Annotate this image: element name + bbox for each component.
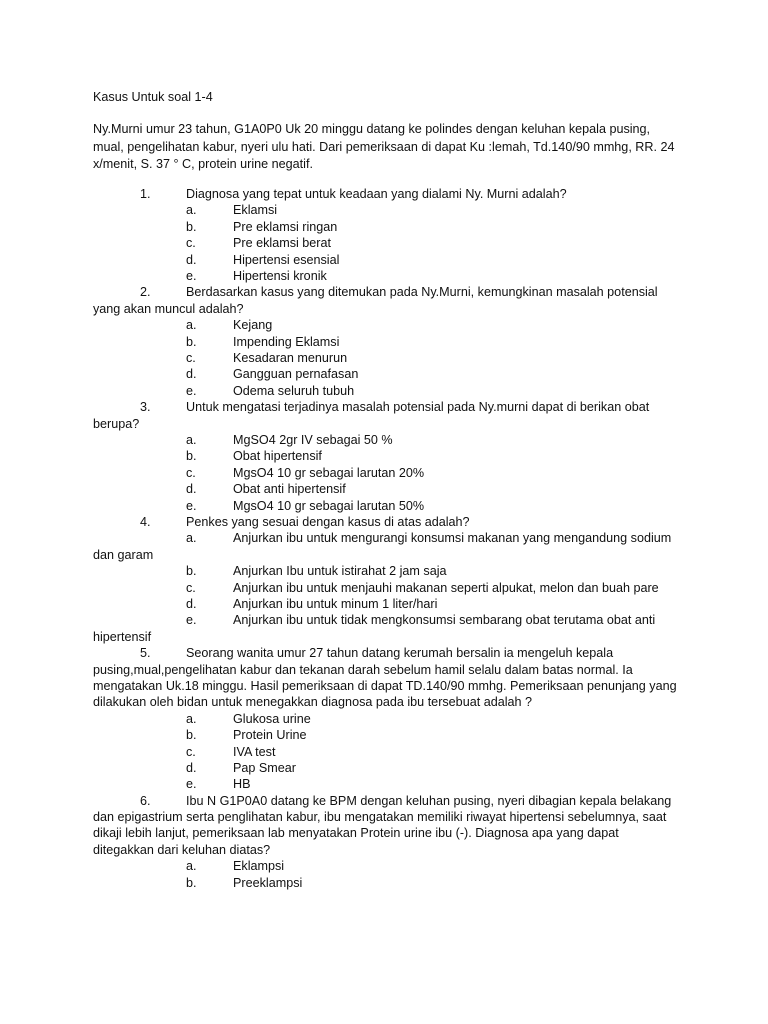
answer-option <box>93 858 683 874</box>
answer-option <box>93 612 683 645</box>
option-text: Anjurkan ibu untuk mengurangi konsumsi makanan yang mengandung sodium dan garam <box>93 531 672 562</box>
answer-option <box>93 383 683 399</box>
case-description: Ny.Murni umur 23 tahun, G1A0P0 Uk 20 minggu datang ke polindes dengan keluhan kepala pusing, mual, pengelihatan kabur, nyeri ulu hati. Dari pemeriksaan di dapat Ku :lemah, Td.140/90 mmhg, RR. 24 x/menit, S. 37 ° C, protein urine negatif. <box>93 122 675 171</box>
answer-option <box>93 252 683 268</box>
answer-option <box>93 350 683 366</box>
option-letter: a. <box>186 859 197 874</box>
option-letter: a. <box>186 318 197 333</box>
option-text: Kejang <box>233 318 273 333</box>
option-text: Gangguan pernafasan <box>233 367 359 382</box>
question-stem <box>93 399 683 432</box>
option-text: Anjurkan ibu untuk minum 1 liter/hari <box>233 596 438 611</box>
option-text: Pap Smear <box>233 760 296 775</box>
option-text: Pre eklamsi berat <box>233 236 331 251</box>
option-list <box>93 711 683 793</box>
document-title: Kasus Untuk soal 1-4 <box>93 90 213 104</box>
option-letter: c. <box>186 350 196 365</box>
answer-option <box>93 268 683 284</box>
question-stem <box>93 793 683 859</box>
option-letter: d. <box>186 760 197 775</box>
option-letter: e. <box>186 498 197 513</box>
answer-option <box>93 465 683 481</box>
question-number: 3. <box>140 400 151 415</box>
question-stem <box>93 514 683 530</box>
question-number: 4. <box>140 514 151 529</box>
answer-option <box>93 366 683 382</box>
question-item <box>93 186 683 284</box>
answer-option <box>93 727 683 743</box>
option-text: Glukosa urine <box>233 711 311 726</box>
question-item <box>93 514 683 645</box>
question-item <box>93 793 683 891</box>
option-letter: e. <box>186 383 197 398</box>
question-text: Diagnosa yang tepat untuk keadaan yang dialami Ny. Murni adalah? <box>186 187 567 201</box>
option-text: Protein Urine <box>233 728 307 743</box>
answer-option <box>93 219 683 235</box>
answer-option <box>93 563 683 579</box>
option-text: Odema seluruh tubuh <box>233 383 355 398</box>
option-letter: d. <box>186 596 197 611</box>
answer-option <box>93 448 683 464</box>
answer-option <box>93 530 683 563</box>
question-item <box>93 645 683 793</box>
option-letter: c. <box>186 744 196 759</box>
option-text: Preeklampsi <box>233 875 303 890</box>
option-letter: b. <box>186 334 197 349</box>
option-letter: b. <box>186 449 197 464</box>
answer-option <box>93 580 683 596</box>
answer-option <box>93 498 683 514</box>
answer-option <box>93 481 683 497</box>
option-text: MgsO4 10 gr sebagai larutan 20% <box>233 465 425 480</box>
option-letter: d. <box>186 482 197 497</box>
option-letter: b. <box>186 564 197 579</box>
answer-option <box>93 432 683 448</box>
option-text: MgsO4 10 gr sebagai larutan 50% <box>233 498 425 513</box>
question-list <box>93 186 683 891</box>
question-stem <box>93 284 683 317</box>
option-letter: e. <box>186 268 197 283</box>
option-text: Hipertensi kronik <box>233 268 327 283</box>
option-text: MgSO4 2gr IV sebagai 50 % <box>233 432 393 447</box>
option-text: Kesadaran menurun <box>233 350 348 365</box>
option-text: Anjurkan ibu untuk menjauhi makanan seperti alpukat, melon dan buah pare <box>233 580 659 595</box>
answer-option <box>93 760 683 776</box>
option-list <box>93 530 683 645</box>
question-number: 5. <box>140 646 151 661</box>
option-text: Eklamsi <box>233 203 278 218</box>
option-text: Obat anti hipertensif <box>233 482 346 497</box>
question-stem <box>93 186 683 202</box>
question-number: 2. <box>140 285 151 300</box>
option-text: Anjurkan ibu untuk tidak mengkonsumsi sembarang obat terutama obat anti hipertensif <box>93 613 656 644</box>
option-letter: c. <box>186 236 196 251</box>
answer-option <box>93 317 683 333</box>
answer-option <box>93 202 683 218</box>
option-text: Anjurkan Ibu untuk istirahat 2 jam saja <box>233 564 447 579</box>
option-text: IVA test <box>233 744 276 759</box>
option-letter: c. <box>186 580 196 595</box>
option-text: Impending Eklamsi <box>233 334 340 349</box>
option-text: Pre eklamsi ringan <box>233 219 338 234</box>
option-text: HB <box>233 777 251 792</box>
question-number: 1. <box>140 187 151 201</box>
answer-option <box>93 875 683 891</box>
option-letter: c. <box>186 465 196 480</box>
option-letter: b. <box>186 219 197 234</box>
answer-option <box>93 235 683 251</box>
question-stem <box>93 645 683 711</box>
option-letter: b. <box>186 875 197 890</box>
question-text: Berdasarkan kasus yang ditemukan pada Ny.Murni, kemungkinan masalah potensial yang akan muncul adalah? <box>93 285 658 316</box>
option-text: Hipertensi esensial <box>233 252 340 267</box>
option-list <box>93 317 683 399</box>
option-list <box>93 432 683 514</box>
option-letter: a. <box>186 203 197 218</box>
option-letter: a. <box>186 432 197 447</box>
question-text: Seorang wanita umur 27 tahun datang kerumah bersalin ia mengeluh kepala pusing,mual,pengelihatan kabur dan tekanan darah sebelum hamil selalu dalam batas normal. Ia mengatakan Uk.18 minggu. Hasil pemeriksaan di dapat TD.140/90 mmhg. Pemeriksaan penunjang yang dilakukan oleh bidan untuk menegakkan diagnosa pada ibu tersebuat adalah ? <box>93 646 677 710</box>
answer-option <box>93 596 683 612</box>
question-item <box>93 399 683 514</box>
option-letter: e. <box>186 777 197 792</box>
answer-option <box>93 744 683 760</box>
option-text: Obat hipertensif <box>233 449 322 464</box>
option-letter: a. <box>186 711 197 726</box>
question-text: Ibu N G1P0A0 datang ke BPM dengan keluhan pusing, nyeri dibagian kepala belakang dan epigastrium serta penglihatan kabur, ibu mengatakan memiliki riwayat hipertensi sebelumnya, saat dikaji lebih lanjut, pemeriksaan lab menyatakan Protein urine ibu (-). Diagnosa apa yang dapat ditegakkan dari keluhan diatas? <box>93 793 672 857</box>
answer-option <box>93 334 683 350</box>
option-letter: d. <box>186 252 197 267</box>
option-letter: b. <box>186 728 197 743</box>
question-number: 6. <box>140 793 151 808</box>
question-text: Untuk mengatasi terjadinya masalah potensial pada Ny.murni dapat di berikan obat berupa? <box>93 400 650 431</box>
question-text: Penkes yang sesuai dengan kasus di atas adalah? <box>186 514 470 529</box>
option-letter: d. <box>186 367 197 382</box>
answer-option <box>93 776 683 792</box>
answer-option <box>93 711 683 727</box>
option-letter: e. <box>186 613 197 628</box>
option-text: Eklampsi <box>233 859 285 874</box>
option-list <box>93 858 683 891</box>
option-letter: a. <box>186 531 197 546</box>
option-list <box>93 202 683 284</box>
question-item <box>93 284 683 399</box>
